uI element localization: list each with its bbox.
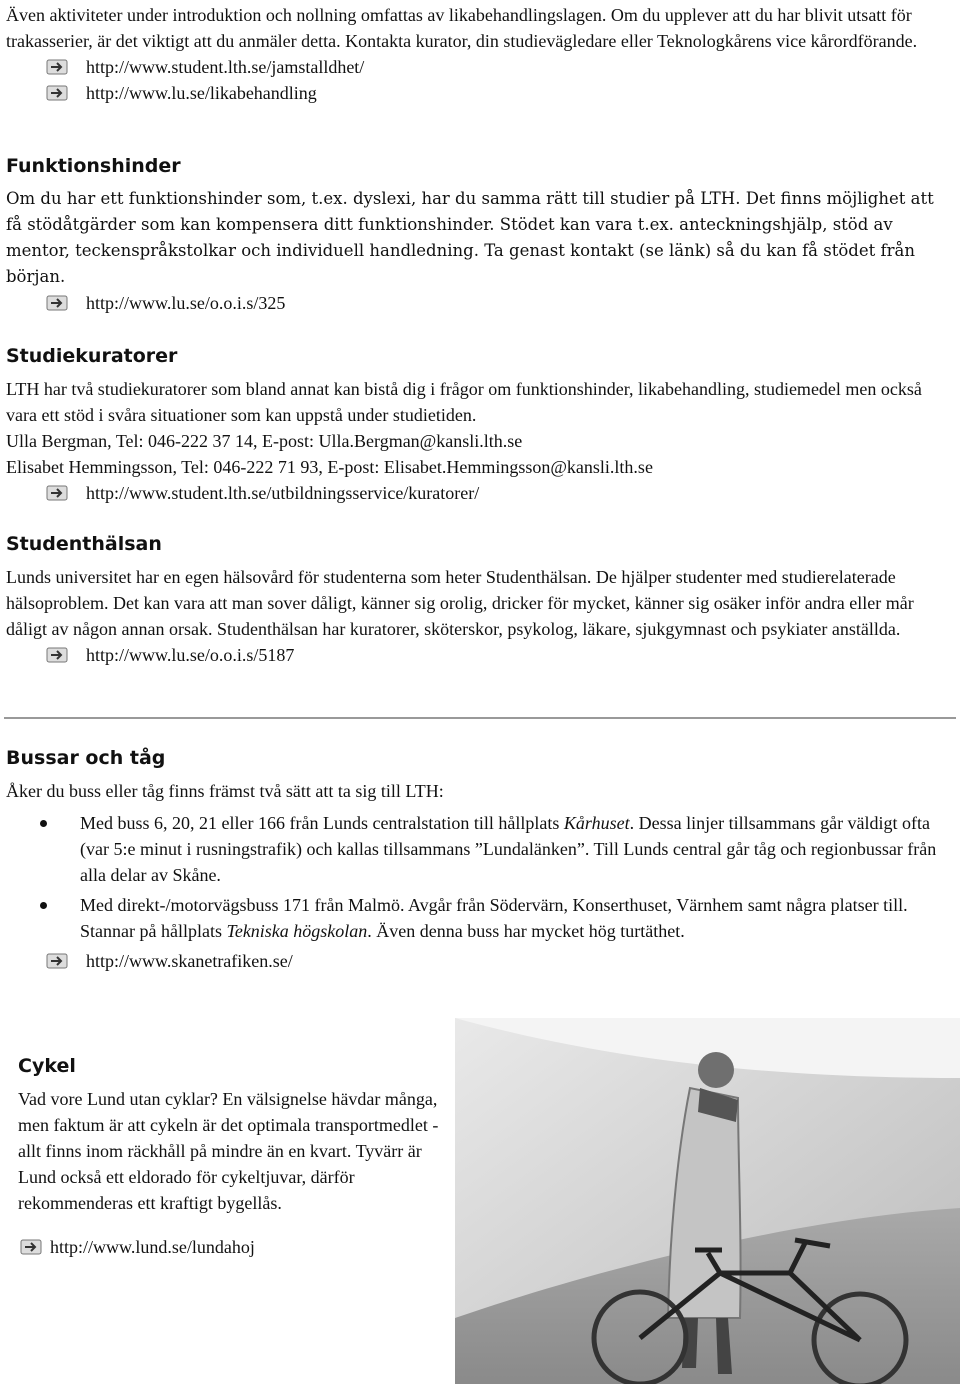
cykel-section [18,1054,448,1260]
studiekuratorer-paragraph: LTH har två studiekuratorer som bland annat kan bistå dig i frågor om funktionshinder, likabehandling, studiemedel men också vara ett stöd i svåra situationer som kan uppstå under studietiden. [6,379,922,425]
lundahoj-link[interactable]: http://www.lund.se/lundahoj [50,1236,255,1257]
bussar-list [6,810,954,944]
link-row[interactable] [6,480,954,506]
cykel-paragraph: Vad vore Lund utan cyklar? En välsignelse hävdar många, men faktum är att cykeln är det optimala transportmedlet - allt finns inom räckhåll på mindre än en kvart. Tyvärr är Lund också ett eldorado för cykeltjuvar, därför rekommenderas ett kraftigt bygellås. [18,1089,439,1213]
likabehandling-link[interactable]: http://www.lu.se/likabehandling [86,82,317,103]
link-row[interactable] [18,1234,448,1260]
stop-karhuset: Kårhuset [563,813,630,833]
list-item: Med direkt-/motorvägsbuss 171 från Malmö. Avgår från Södervärn, Konserthuset, Värnhem samt några platser till. Stannar på hållplats Tekniska högskolan. Även denna buss har mycket hög turtäthet. [6,892,954,944]
arrow-right-icon [46,953,68,969]
bussar-heading: Bussar och tåg [6,747,166,769]
list-item: Med buss 6, 20, 21 eller 166 från Lunds centralstation till hållplats Kårhuset. Dessa linjer tillsammans går väldigt ofta (var 5:e minut i rusningstrafik) och kallas tillsammans ”Lundalänken”. Till Lunds central går tåg och regionbussar från alla delar av Skåne. [6,810,954,888]
link-row[interactable] [6,80,954,106]
intro-section [6,2,954,106]
bussar-intro: Åker du buss eller tåg finns främst två sätt att ta sig till LTH: [6,781,444,801]
kuratorer-link[interactable]: http://www.student.lth.se/utbildningsservice/kuratorer/ [86,482,480,503]
studenthalsan-link[interactable]: http://www.lu.se/o.o.i.s/5187 [86,644,295,665]
intro-paragraph: Även aktiviteter under introduktion och nollning omfattas av likabehandlingslagen. Om du upplever att du har blivit utsatt för trakasserier, är det viktigt att du anmäler detta. Kontakta kurator, din studievägledare eller Teknologkårens vice kårordförande. [6,5,918,51]
contact-ulla: Ulla Bergman, Tel: 046-222 37 14, E-post: Ulla.Bergman@kansli.lth.se [6,431,523,451]
jamstalldhet-link[interactable]: http://www.student.lth.se/jamstalldhet/ [86,56,365,77]
skanetrafiken-link[interactable]: http://www.skanetrafiken.se/ [86,950,293,971]
funktionshinder-section [6,154,954,316]
arrow-right-icon [20,1239,42,1255]
contact-elisabet: Elisabet Hemmingsson, Tel: 046-222 71 93, E-post: Elisabet.Hemmingsson@kansli.lth.se [6,457,653,477]
section-divider [4,717,956,719]
studenthalsan-paragraph: Lunds universitet har en egen hälsovård för studenterna som heter Studenthälsan. De hjälper studenter med studierelaterade hälsoproblem. Det kan vara att man sover dåligt, känner sig orolig, dricker för mycket, känner sig osäker inför andra eller mår dåligt av någon annan orsak. Studenthälsan har kuratorer, sköterskor, psykolog, läkare, sjukgymnast och psykiater anställda. [6,567,914,639]
bussar-section [6,746,954,974]
funktionshinder-paragraph: Om du har ett funktionshinder som, t.ex. dyslexi, har du samma rätt till studier på LTH. Det finns möjlighet att få stödåtgärder som kan kompensera ditt funktionshinder. Stödet kan vara t.ex. anteckningshjälp, stöd av mentor, teckenspråkstolkar och individuell handledning. Ta genast kontakt (se länk) så du kan få stödet från början. [6,189,934,286]
studenthalsan-section [6,532,954,668]
funktionshinder-link[interactable]: http://www.lu.se/o.o.i.s/325 [86,292,286,313]
arrow-right-icon [46,647,68,663]
cykel-heading: Cykel [18,1055,76,1077]
stop-tekniska-hogskolan: Tekniska högskolan [226,921,368,941]
studiekuratorer-heading: Studiekuratorer [6,345,178,367]
arrow-right-icon [46,59,68,75]
link-row[interactable] [6,290,954,316]
link-row[interactable] [6,54,954,80]
arrow-right-icon [46,85,68,101]
studiekuratorer-section [6,344,954,506]
link-row[interactable] [6,642,954,668]
link-row[interactable] [6,948,954,974]
arrow-right-icon [46,485,68,501]
funktionshinder-heading: Funktionshinder [6,155,181,177]
studenthalsan-heading: Studenthälsan [6,533,162,555]
arrow-right-icon [46,295,68,311]
